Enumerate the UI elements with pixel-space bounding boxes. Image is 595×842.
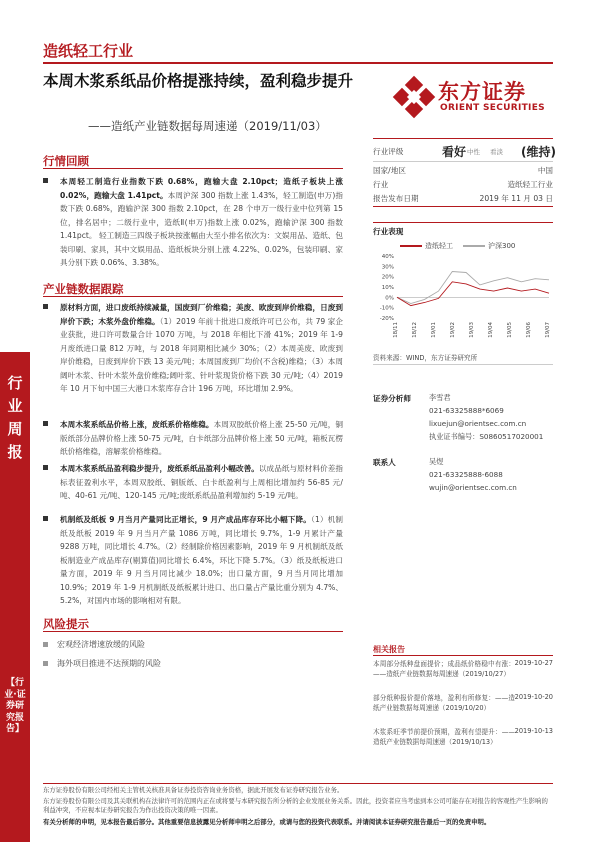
report-date-value: 2019 年 11 月 03 日 — [479, 194, 553, 203]
chain-body: 以成品纸与原材料价差指标表征盈利水平，本周双胶纸、铜版纸、白卡纸盈利与上周相比增加约 56-85 元/吨、40-61 元/吨、120-145 元/吨;废纸系纸品盈利增加约 5-19 元/吨。 — [60, 464, 344, 500]
rating-top-rule — [373, 138, 553, 139]
bullet-square-icon — [43, 421, 48, 426]
logo-name-cn: 东方证券 — [438, 80, 526, 104]
footer-rule — [43, 783, 553, 784]
related-report[interactable]: 本周部分纸种盘面提价；成品纸价格稳中有涨：——造纸产业链数据每周速递（2019/10/27） 2019-10-27 — [373, 659, 553, 678]
chain-body: （1）2019 年前十批进口废纸许可已公布，共 79 家企业获批，进口许可数量合计 1070 万吨，与 2018 年相比下滑 41%；2019 年 1-9 月废纸进口量 812 万吨，与 2018 年同期相比减少 30%；（2）本周美废、欧废到岸价维稳，日废到岸价下跌 13 美元/吨；本周国废到厂均价(不含税)维稳；（3）本周阔叶木浆、针叶木浆外盘价维稳;阔叶浆、针叶浆现货价格下跌 30 元/吨;（4）2019 年 10 月下旬中国三大港口木浆库存合计 196 万吨，环比增加 2.9%。 — [60, 316, 343, 393]
y-tick-label: 20% — [381, 274, 394, 281]
y-tick-label: 40% — [381, 254, 394, 260]
rating-divider — [373, 161, 553, 162]
rating-value: 看好 — [442, 145, 467, 159]
legend-swatch — [463, 245, 485, 247]
review-body: 本周沪深 300 指数上涨 1.43%，轻工制造(申万)指数下跌 0.68%，跑输沪深 300 指数 2.10pct，在 28 个申万一级行业中位列第 15 位，排名居中；二级行业中，造纸Ⅱ(申万)指数上涨 0.02%，跑输沪深 300 指数 1.41pct。 轻工制造三四级子板块按涨幅由大至小排名依次为：文娱用品、造纸、包装印刷、家具，其中文娱用品、造纸板块分别上涨 4.22%、0.02%，包装印刷、家具分别下跌 0.06%、3.38%。 — [60, 190, 343, 267]
analyst-email[interactable]: lixuejun@orientsec.com.cn — [429, 419, 527, 428]
legend-swatch — [400, 245, 422, 247]
legend-item: 造纸轻工 — [400, 241, 453, 251]
rating-note: (维持) — [521, 145, 556, 159]
bullet-square-icon — [43, 178, 48, 183]
chain-bullet — [43, 418, 343, 459]
y-tick-label: 10% — [381, 285, 394, 291]
chart-top-rule — [373, 222, 553, 223]
review-bold: 本周轻工制造行业指数下跌 0.68%，跑输大盘 2.10pct；造纸子板块上涨 0.02%，跑输大盘 1.41pct。 — [60, 177, 343, 200]
section-rule — [43, 168, 343, 169]
chain-bold: 机制纸及纸板 9 月当月产量同比正增长，9 月产成品库存环比小幅下降。 — [60, 515, 312, 524]
series-line — [397, 282, 549, 306]
review-bullet — [43, 175, 343, 270]
chart-title: 行业表现 — [373, 227, 404, 236]
bullet-square-icon — [43, 465, 48, 470]
page-subtitle: ——造纸产业链数据每周速递（2019/11/03） — [88, 119, 327, 133]
chain-body: （1）机制纸及纸板 2019 年 9 月当月产量 1086 万吨，同比增长 9.7%，1-9 月累计产量 9288 万吨，同比增长 4.7%。（2）经制除价格因素影响，2019 年 9 月机制纸及纸板制造业产成品库存(剔算值)同比增长 6.4%，环比下降 5.7%。（3）纸及纸板进口量方面，2019 年 9 月当月同比减少 18.0%；出口量方面，9 月当月同比增加 10.9%；2019 年 1-9 月机制纸及纸板累计进口、出口量占产量比重分别为 4.7%、5.2%，对国内市场的影响相对有限。 — [60, 515, 344, 605]
chain-bold: 本周木浆系纸品盈利稳步提升，废纸系纸品盈利小幅改善。 — [60, 464, 259, 473]
contact-name: 吴煜 — [429, 457, 444, 466]
x-tick-label: 18/11 — [393, 322, 399, 338]
x-tick-label: 19/04 — [488, 322, 494, 338]
x-tick-label: 19/03 — [469, 322, 475, 338]
section-chain-title: 产业链数据跟踪 — [43, 282, 124, 296]
analyst-label: 证券分析师 — [373, 394, 411, 403]
y-tick-label: 0% — [385, 295, 394, 302]
report-date-label: 报告发布日期 — [373, 194, 419, 203]
x-tick-label: 19/06 — [526, 322, 532, 338]
analyst-name: 李雪君 — [429, 393, 451, 402]
chain-bullet — [43, 513, 343, 608]
header-rule — [43, 62, 553, 64]
bullet-square-icon — [43, 304, 48, 309]
analyst-license: 执业证书编号：S0860517020001 — [429, 432, 544, 441]
footer-disclosure-2: 东方证券股份有限公司及其关联机构在法律许可的范围内正在或将要与本研究报告所分析的企业发展业务关系。因此，投资者应当考虑到本公司可能存在对报告的客观性产生影响的利益冲突，不应视本证券研究报告为作出投资决策的唯一因素。 — [43, 797, 548, 814]
contact-email[interactable]: wujin@orientsec.com.cn — [429, 483, 517, 492]
x-tick-label: 18/12 — [412, 322, 418, 338]
contact-phone: 021-63325888-6088 — [429, 470, 503, 479]
related-report[interactable]: 部分纸种报价提价落地，盈利有所修复：——造纸产业链数据每周速递（2019/10/20） 2019-10-20 — [373, 693, 553, 712]
risk-item: 宏观经济增速放缓的风险 — [43, 639, 145, 650]
series-line — [397, 272, 549, 304]
rating-option: 中性 — [467, 148, 480, 156]
sector-label: 行业 — [373, 180, 389, 189]
y-tick-label: -20% — [379, 316, 394, 322]
logo-name-en: ORIENT SECURITIES — [440, 103, 545, 113]
industry-performance-chart — [373, 250, 553, 345]
review-text — [60, 175, 343, 270]
chain-body: 本周双胶纸价格上涨 25-50 元/吨，铜版纸部分品牌价格上涨 50-75 元/吨，白卡纸部分品牌价格上涨 50 元/吨，箱板瓦楞纸价格维稳，溶解浆价格维稳。 — [60, 420, 343, 456]
bullet-square-icon — [43, 516, 48, 521]
chart-source: 资料来源：WIND，东方证券研究所 — [373, 354, 478, 362]
side-band-footnote: 【行业·证券研究报告】 — [4, 678, 26, 734]
chain-bullet — [43, 301, 343, 396]
sector-value: 造纸轻工行业 — [507, 180, 553, 189]
region-value: 中国 — [537, 166, 553, 175]
section-risk-title: 风险提示 — [43, 617, 89, 631]
section-rule — [43, 296, 343, 297]
rating-option: 看淡 — [490, 148, 503, 156]
related-title: 相关报告 — [373, 645, 405, 654]
chain-bold: 本周木浆系纸品价格上涨，废纸系价格维稳。 — [60, 420, 214, 429]
bullet-square-icon — [43, 661, 48, 666]
legend-item: 沪深300 — [463, 241, 515, 251]
section-review-title: 行情回顾 — [43, 154, 89, 168]
x-tick-label: 19/01 — [431, 322, 437, 338]
related-rule — [373, 655, 553, 656]
footer-final-note: 有关分析师的申明，见本报告最后部分。其他重要信息披露见分析师申明之后部分，或请与您的投资代表联系。并请阅读本证券研究报告最后一页的免责申明。 — [43, 818, 491, 826]
contact-label: 联系人 — [373, 458, 396, 467]
industry-label: 造纸轻工行业 — [43, 42, 134, 60]
analyst-phone: 021-63325888*6069 — [429, 406, 504, 415]
x-tick-label: 19/05 — [507, 322, 513, 338]
rating-bottom-rule — [373, 206, 553, 207]
side-band-title: 行业周报 — [7, 374, 23, 461]
y-tick-label: 30% — [381, 264, 394, 271]
x-tick-label: 19/02 — [450, 322, 456, 338]
chart-bottom-rule — [373, 364, 553, 365]
risk-item: 海外项目推进不达预期的风险 — [43, 658, 161, 669]
related-report[interactable]: 木浆系旺季节前提价预期，盈利有望提升：——造纸产业链数据每周速递（2019/10/13） 2019-10-13 — [373, 727, 553, 746]
section-rule — [43, 631, 343, 632]
chain-bullet — [43, 462, 343, 503]
x-tick-label: 19/07 — [545, 322, 551, 338]
page-title: 本周木浆系纸品价格提涨持续，盈利稳步提升 — [43, 72, 354, 90]
footer-disclosure-1: 东方证券股份有限公司经相关主管机关核准具备证券投资咨询业务资格，据此开展发布证券研究报告业务。 — [43, 786, 344, 794]
rating-label: 行业评级 — [373, 147, 404, 156]
y-tick-label: -10% — [379, 305, 394, 312]
region-label: 国家/地区 — [373, 166, 406, 175]
chain-bold: 原材料方面，进口废纸持续减量，国废到厂价维稳；美废、欧废到岸价维稳，日废到岸价下跌；木浆外盘价维稳。 — [60, 303, 343, 326]
bullet-square-icon — [43, 642, 48, 647]
